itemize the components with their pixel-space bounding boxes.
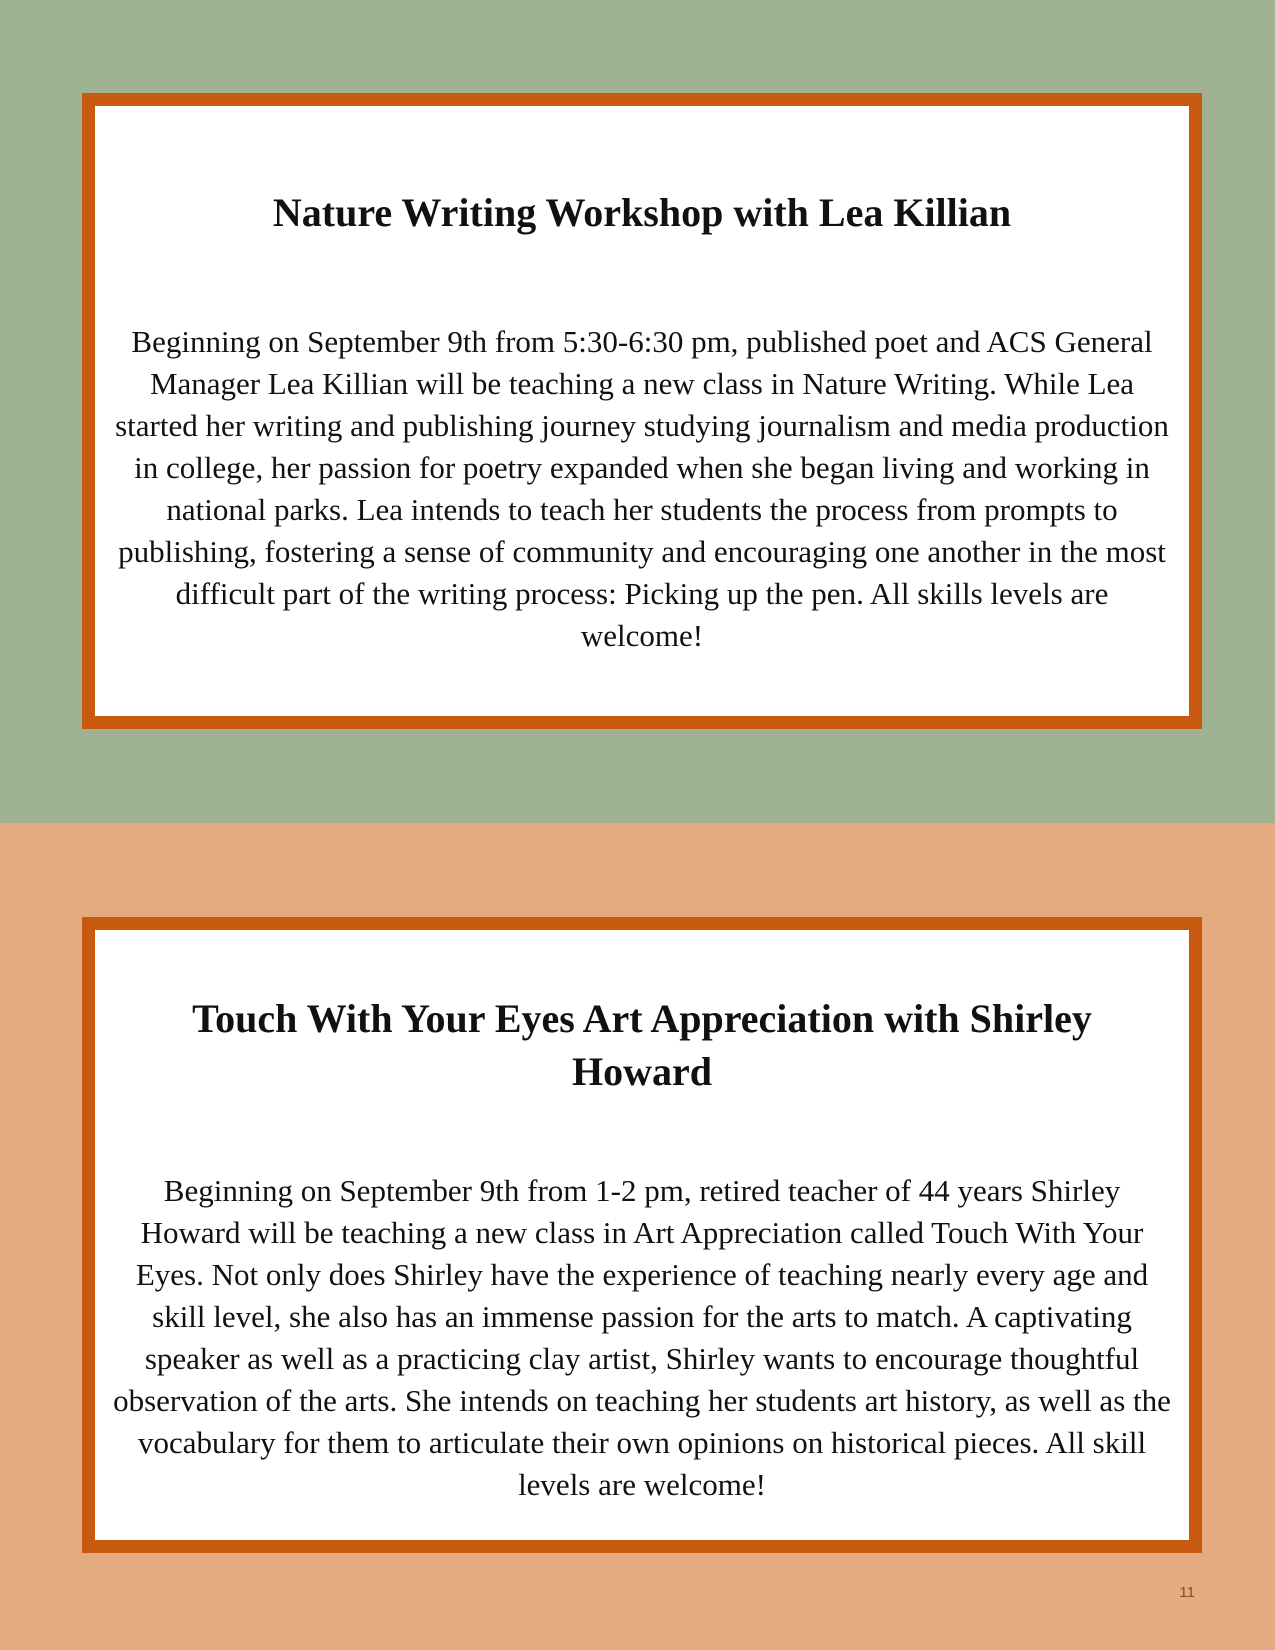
event-title: Nature Writing Workshop with Lea Killian (272, 190, 1012, 235)
event-title: Touch With Your Eyes Art Appreciation with Shirley Howard (192, 996, 1092, 1094)
event-description: Beginning on September 9th from 1-2 pm, retired teacher of 44 years Shirley Howard will be teaching a new class in Art Appreciation called Touch With Your Eyes. Not only does Shirley have the experience of teaching nearly every age and skill level, she also has an immense passion for the arts to match. A captivating speaker as well as a practicing clay artist, Shirley wants to encourage thoughtful observation of the arts. She intends on teaching her students art history, as well as the vocabulary for them to articulate their own opinions on historical pieces. All skill levels are welcome! (113, 1173, 1171, 1502)
page-number: 11 (1179, 1584, 1195, 1601)
event-card-nature-writing (82, 93, 1202, 729)
event-description: Beginning on September 9th from 5:30-6:30 pm, published poet and ACS General Manager Lea Killian will be teaching a new class in Nature Writing. While Lea started her writing and publishing journey studying journalism and media production in college, her passion for poetry expanded when she began living and working in national parks. Lea intends to teach her students the process from prompts to publishing, fostering a sense of community and encouraging one another in the most difficult part of the writing process: Picking up the pen. All skills levels are welcome! (115, 324, 1169, 653)
event-card-art-appreciation (82, 917, 1202, 1553)
